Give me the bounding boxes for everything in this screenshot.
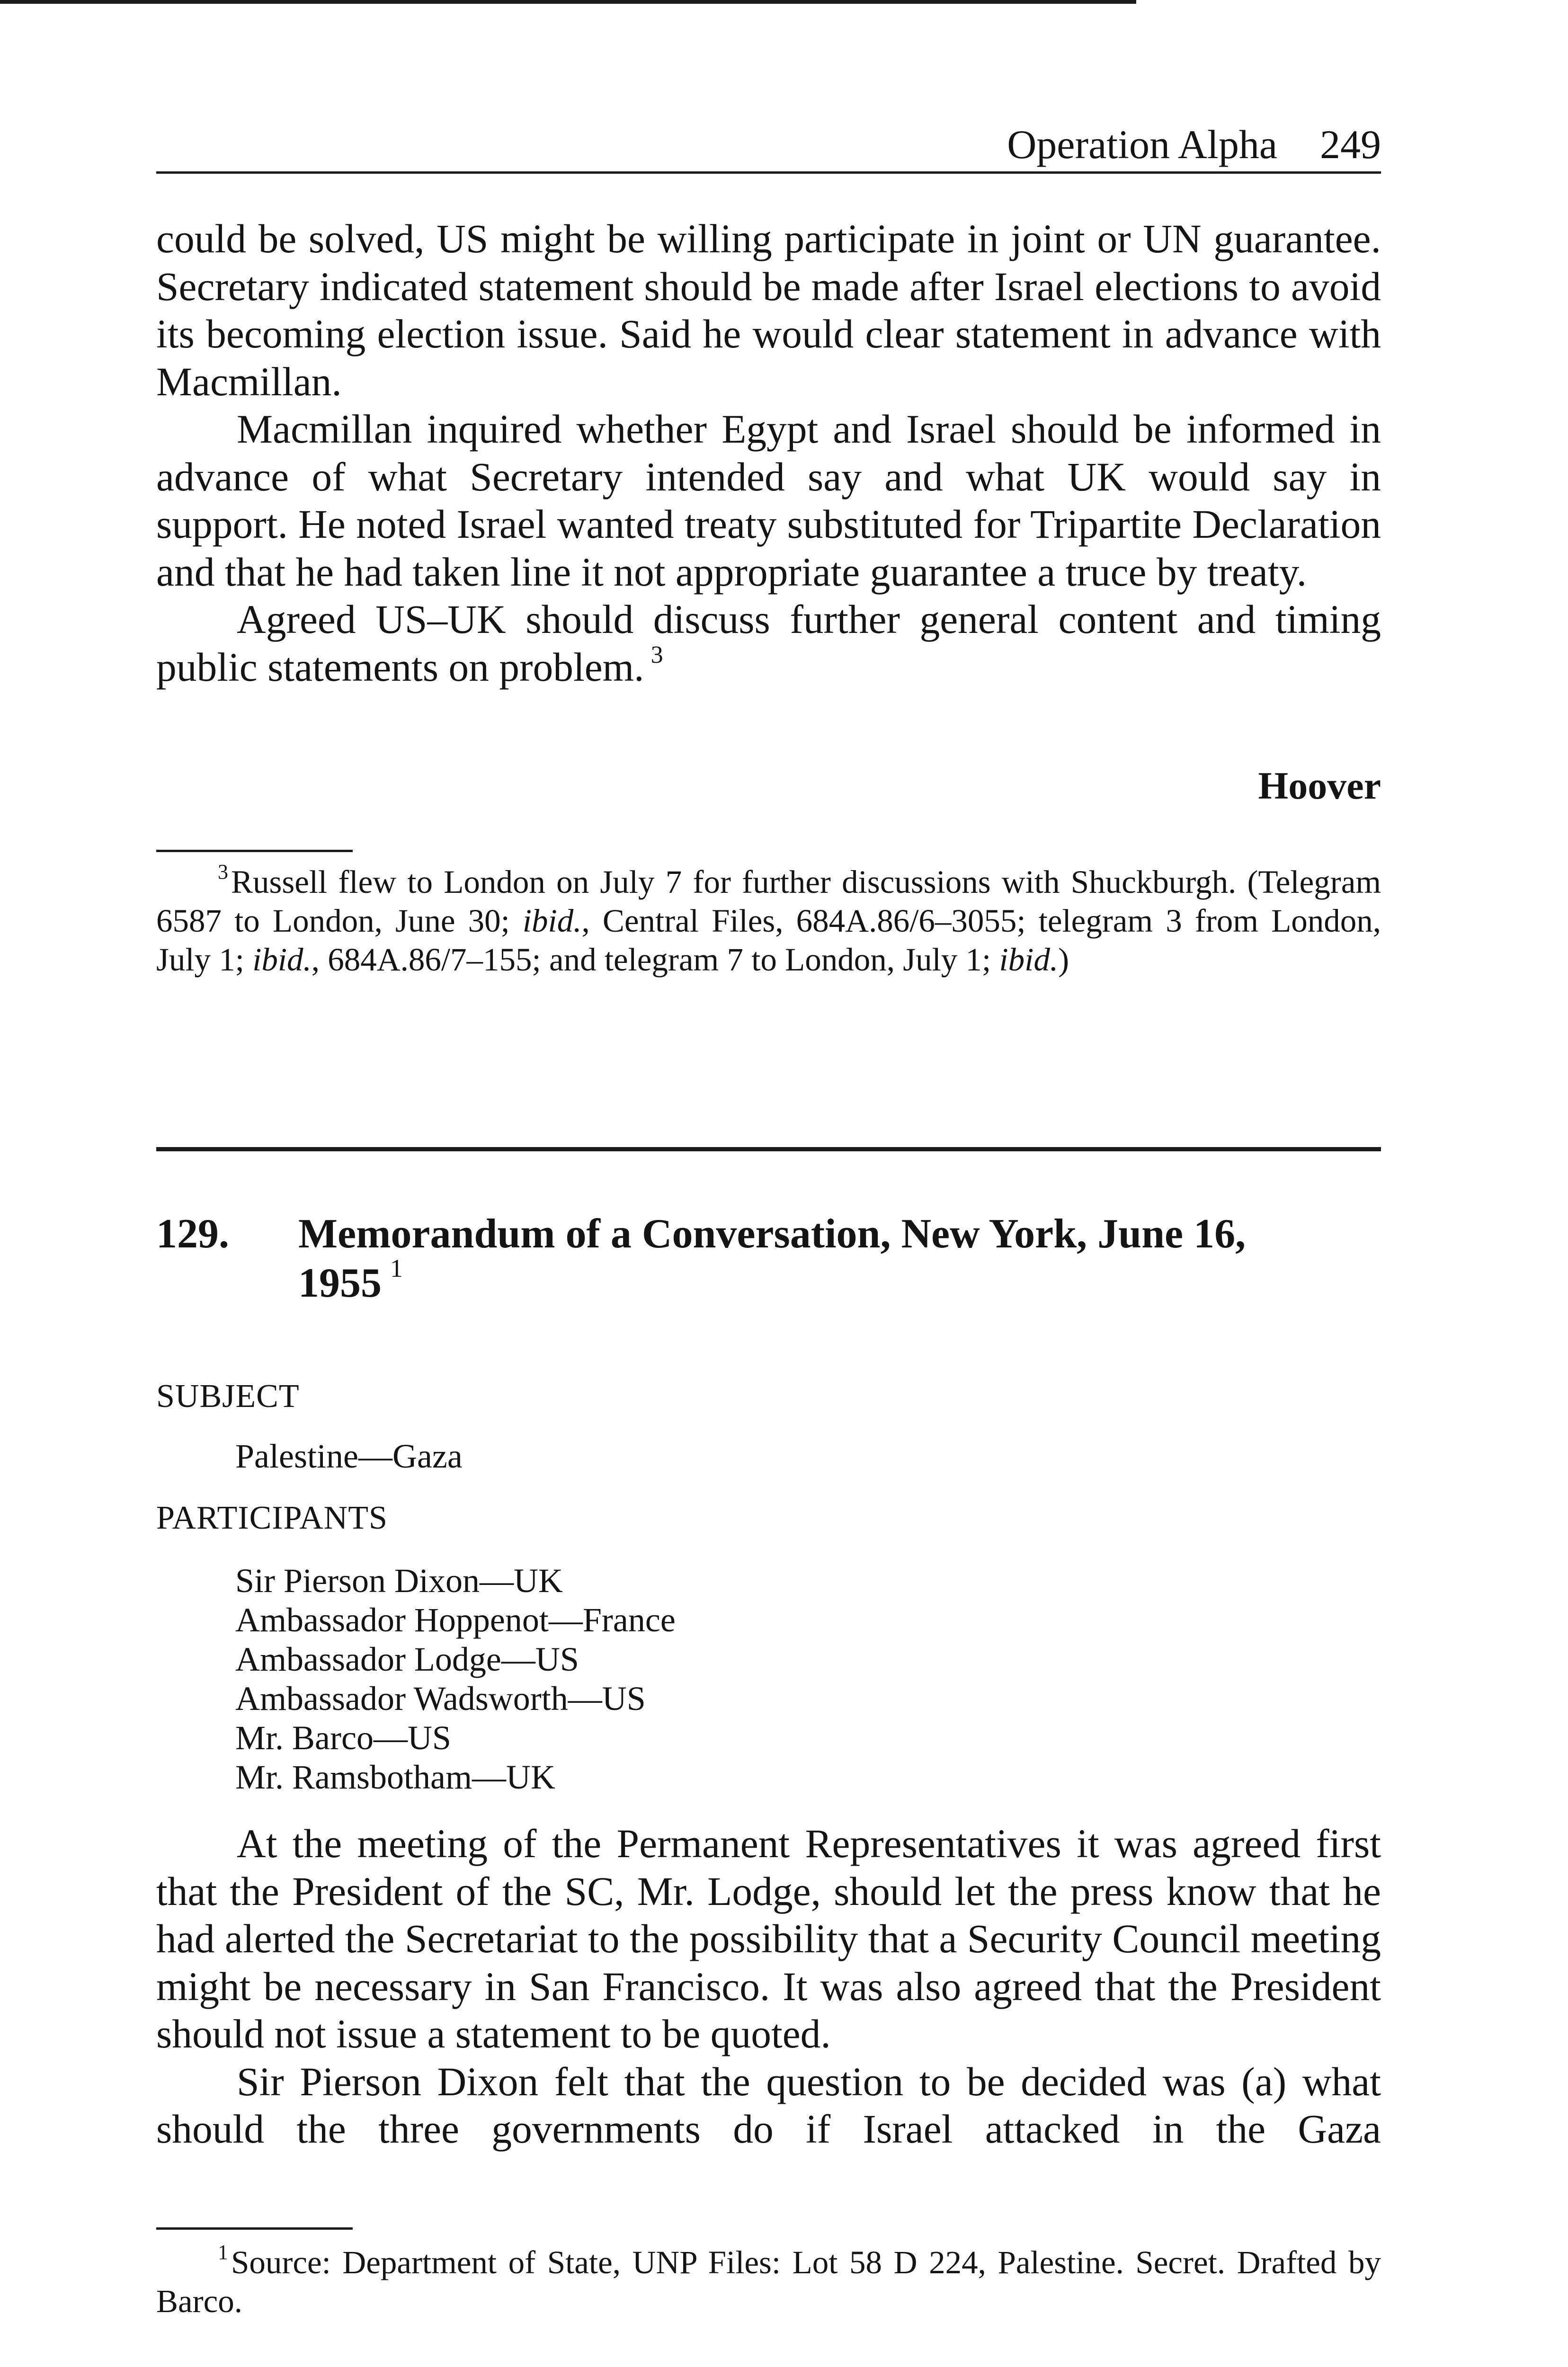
footnote-3-marker: 3 bbox=[218, 860, 228, 883]
footnote-3-text-c: , 684A.86/7–155; and telegram 7 to London, July 1; bbox=[311, 942, 999, 978]
running-head bbox=[156, 121, 1381, 168]
document-title bbox=[298, 1210, 1316, 1308]
footnote-3-ibid-2: ibid. bbox=[252, 942, 312, 978]
participants-list bbox=[235, 1561, 676, 1797]
continued-text bbox=[156, 215, 1381, 691]
footnote-rule-upper bbox=[156, 850, 353, 852]
footnote-reference-3: 3 bbox=[650, 641, 663, 668]
participants-label: PARTICIPANTS bbox=[156, 1500, 388, 1536]
footnote-3-text-d: ) bbox=[1058, 942, 1069, 978]
signature: Hoover bbox=[1258, 764, 1381, 807]
footnote-3-paragraph bbox=[156, 860, 1381, 979]
footnote-1-marker: 1 bbox=[218, 2241, 228, 2264]
footnote-3 bbox=[156, 860, 1381, 979]
page-number: 249 bbox=[1320, 122, 1381, 167]
participant-item: Sir Pierson Dixon—UK bbox=[235, 1562, 563, 1600]
footnote-1-text: Source: Department of State, UNP Files: Lot 58 D 224, Palestine. Secret. Drafted by Barco. bbox=[156, 2244, 1381, 2319]
participant-item: Mr. Barco—US bbox=[235, 1719, 451, 1757]
continued-paragraph-2: Macmillan inquired whether Egypt and Israel should be informed in advance of what Secretary intended say and what UK would say in support. He noted Israel wanted treaty substituted for Tripartite Declaration and that he had taken line it not appropriate guarantee a truce by treaty. bbox=[156, 407, 1381, 595]
footnote-1 bbox=[156, 2243, 1381, 2321]
subject-value: Palestine—Gaza bbox=[235, 1437, 463, 1475]
participant-item: Ambassador Hoppenot—France bbox=[235, 1601, 676, 1639]
subject-label: SUBJECT bbox=[156, 1378, 300, 1415]
footnote-3-text-b: , Central Files, 684A.86/6–3055; telegram 3 from London, July 1; bbox=[156, 903, 1381, 978]
document-title-text: Memorandum of a Conversation, New York, June 16, 1955 bbox=[298, 1211, 1246, 1306]
memorandum-paragraph-1: At the meeting of the Permanent Representatives it was agreed first that the President of the SC, Mr. Lodge, should let the press know that he had alerted the Secretariat to the possibility that a Security Council meeting might be necessary in San Francisco. It was also agreed that the President should not issue a statement to be quoted. bbox=[156, 1822, 1381, 2056]
participant-item: Ambassador Wadsworth—US bbox=[235, 1680, 646, 1717]
document-number: 129. bbox=[156, 1211, 229, 1257]
running-head-rule bbox=[156, 171, 1381, 174]
footnote-1-paragraph bbox=[156, 2243, 1381, 2321]
section-divider bbox=[156, 1147, 1381, 1151]
footnote-3-ibid-1: ibid. bbox=[522, 903, 582, 939]
continued-paragraph-3 bbox=[156, 596, 1381, 691]
scan-edge-border bbox=[0, 0, 1136, 4]
continued-paragraph-3-text: Agreed US–UK should discuss further general content and timing public statements on problem. bbox=[156, 597, 1381, 690]
footnote-rule-lower bbox=[156, 2227, 353, 2230]
memorandum-text bbox=[156, 1820, 1381, 2153]
footnote-3-ibid-3: ibid. bbox=[999, 942, 1059, 978]
continued-paragraph-1: could be solved, US might be willing participate in joint or UN guarantee. Secretary indicated statement should be made after Israel elections to avoid its becoming election issue. Said he would clear statement in advance with Macmillan. bbox=[156, 217, 1381, 404]
memorandum-paragraph-2: Sir Pierson Dixon felt that the question to be decided was (a) what should the three governments do if Israel attacked in the Gaza bbox=[156, 2059, 1381, 2152]
participant-item: Ambassador Lodge—US bbox=[235, 1640, 579, 1678]
document-footnote-reference: 1 bbox=[390, 1254, 403, 1282]
running-head-title: Operation Alpha bbox=[1007, 122, 1277, 167]
participant-item: Mr. Ramsbotham—UK bbox=[235, 1758, 555, 1796]
participants-block bbox=[235, 1561, 676, 1797]
footnote-3-text-a: Russell flew to London on July 7 for further discussions with Shuckburgh. (Telegram 6587 to London, June 30; bbox=[156, 864, 1381, 939]
